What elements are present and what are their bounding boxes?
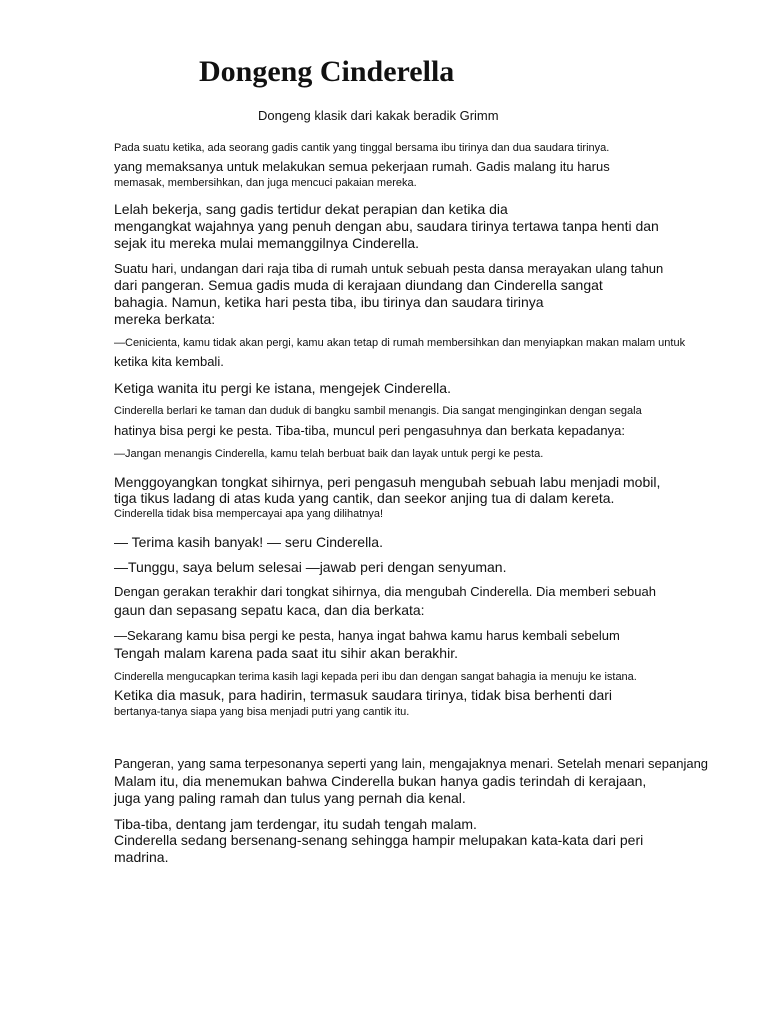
text-line: Cinderella sedang bersenang-senang sehingga hampir melupakan kata-kata dari peri (114, 832, 644, 848)
text-line: Ketika dia masuk, para hadirin, termasuk saudara tirinya, tidak bisa berhenti dari (114, 687, 613, 703)
text-line: mereka berkata: (114, 311, 216, 327)
text-line: —Cenicienta, kamu tidak akan pergi, kamu akan tetap di rumah membersihkan dan menyiapkan makan malam untuk (114, 337, 686, 349)
document-title: Dongeng Cinderella (199, 55, 455, 88)
text-line: memasak, membersihkan, dan juga mencuci pakaian mereka. (114, 177, 417, 189)
text-line: bahagia. Namun, ketika hari pesta tiba, ibu tirinya dan saudara tirinya (114, 294, 544, 310)
text-line: Pada suatu ketika, ada seorang gadis cantik yang tinggal bersama ibu tirinya dan dua saudara tirinya. (114, 142, 610, 154)
text-line: ketika kita kembali. (114, 354, 224, 369)
text-line: Lelah bekerja, sang gadis tertidur dekat perapian dan ketika dia (114, 201, 508, 217)
text-line: Tiba-tiba, dentang jam terdengar, itu sudah tengah malam. (114, 816, 477, 832)
text-line: Ketiga wanita itu pergi ke istana, mengejek Cinderella. (114, 380, 451, 396)
text-line: —Tunggu, saya belum selesai —jawab peri dengan senyuman. (114, 559, 507, 575)
text-line: hatinya bisa pergi ke pesta. Tiba-tiba, muncul peri pengasuhnya dan berkata kepadanya: (114, 423, 625, 438)
text-line: tiga tikus ladang di atas kuda yang cantik, dan seekor anjing tua di dalam kereta. (114, 490, 615, 506)
text-line: Dengan gerakan terakhir dari tongkat sihirnya, dia mengubah Cinderella. Dia memberi sebuah (114, 584, 656, 599)
text-line: bertanya-tanya siapa yang bisa menjadi putri yang cantik itu. (114, 706, 410, 718)
text-line: mengangkat wajahnya yang penuh dengan abu, saudara tirinya tertawa tanpa henti dan (114, 218, 659, 234)
document-subtitle: Dongeng klasik dari kakak beradik Grimm (258, 108, 499, 123)
text-line: juga yang paling ramah dan tulus yang pernah dia kenal. (114, 790, 466, 806)
text-line: Suatu hari, undangan dari raja tiba di rumah untuk sebuah pesta dansa merayakan ulang tahun (114, 261, 664, 276)
text-line: —Sekarang kamu bisa pergi ke pesta, hanya ingat bahwa kamu harus kembali sebelum (114, 628, 620, 643)
text-line: dari pangeran. Semua gadis muda di kerajaan diundang dan Cinderella sangat (114, 277, 603, 293)
text-line: Cinderella tidak bisa mempercayai apa yang dilihatnya! (114, 508, 384, 520)
text-line: yang memaksanya untuk melakukan semua pekerjaan rumah. Gadis malang itu harus (114, 159, 610, 174)
text-line: gaun dan sepasang sepatu kaca, dan dia berkata: (114, 602, 425, 618)
text-line: sejak itu mereka mulai memanggilnya Cinderella. (114, 235, 420, 251)
text-line: Pangeran, yang sama terpesonanya seperti yang lain, mengajaknya menari. Setelah menari sepanjang (114, 756, 709, 771)
text-line: Malam itu, dia menemukan bahwa Cinderella bukan hanya gadis terindah di kerajaan, (114, 773, 647, 789)
text-line: Tengah malam karena pada saat itu sihir akan berakhir. (114, 645, 458, 661)
text-line: Menggoyangkan tongkat sihirnya, peri pengasuh mengubah sebuah labu menjadi mobil, (114, 474, 661, 490)
text-line: Cinderella mengucapkan terima kasih lagi kepada peri ibu dan dengan sangat bahagia ia menuju ke istana. (114, 671, 637, 683)
text-line: Cinderella berlari ke taman dan duduk di bangku sambil menangis. Dia sangat menginginkan dengan segala (114, 405, 642, 417)
text-line: — Terima kasih banyak! — seru Cinderella. (114, 534, 383, 550)
text-line: —Jangan menangis Cinderella, kamu telah berbuat baik dan layak untuk pergi ke pesta. (114, 448, 544, 460)
text-line: madrina. (114, 849, 169, 865)
